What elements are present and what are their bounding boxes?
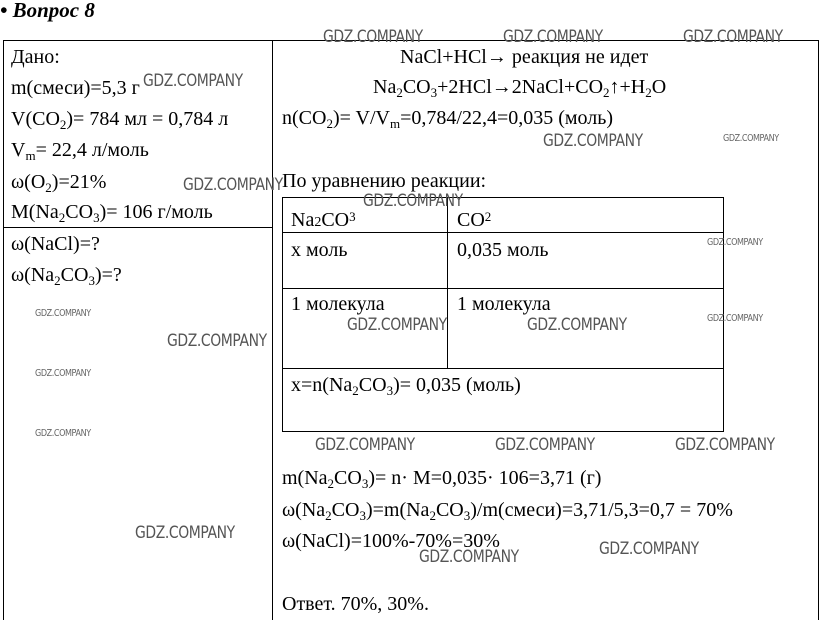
watermark: GDZ.COMPANY: [723, 133, 779, 144]
table-header-co2: $CO^2$: [457, 209, 492, 231]
reaction-na2co3-hcl: $Na_2CO_3+2HCl\to 2NaCl+CO_2↑+H_2O$: [373, 76, 667, 100]
table-header-na2co3: $Na2CO^3$: [291, 209, 356, 231]
given-find-divider: [3, 227, 272, 228]
watermark: GDZ.COMPANY: [35, 428, 91, 439]
frame-divider: [272, 40, 273, 620]
table-result-x: $x=n(Na_2CO_3)= 0,035$ (моль): [291, 374, 521, 398]
mass-na2co3-calculation: $m(Na_2CO_3)= n\cdot M=0,035\cdot 106=3,71$ (г): [282, 467, 602, 491]
watermark: GDZ.COMPANY: [183, 175, 283, 195]
by-reaction-label: По уравнению реакции:: [282, 170, 487, 192]
table-row-divider-3: [282, 368, 724, 369]
watermark: GDZ.COMPANY: [315, 435, 415, 455]
table-cell-molecule-left: 1 молекула: [291, 293, 385, 315]
frame-left: [3, 40, 4, 620]
watermark: GDZ.COMPANY: [543, 131, 643, 151]
answer: Ответ. 70%, 30%.: [282, 593, 429, 615]
table-cell-co2-mol: 0,035 моль: [457, 239, 549, 261]
watermark: GDZ.COMPANY: [35, 308, 91, 319]
watermark: GDZ.COMPANY: [503, 27, 603, 47]
given-mass-mixture: m(смеси)=5,3 г: [11, 77, 140, 99]
given-molar-mass: $M(Na_2CO_3)= 106$ г/моль: [11, 201, 213, 225]
given-volume-co2: $V(CO_2)= 784$ мл = 0,784 л: [11, 108, 229, 132]
omega-na2co3-calculation: $\omega(Na_2CO_3)=m(Na_2CO_3)/m(смеси)=3,71/5,3=0,7 = 70\%$: [282, 499, 733, 523]
watermark: GDZ.COMPANY: [167, 331, 267, 351]
watermark: GDZ.COMPANY: [599, 539, 699, 559]
watermark: GDZ.COMPANY: [419, 547, 519, 567]
n-co2-calculation: $n(CO_2)= V/V_m=0,784/22,4=0,035$ (моль): [282, 107, 614, 131]
question-heading: • Вопрос 8: [0, 0, 95, 22]
watermark: GDZ.COMPANY: [347, 315, 447, 335]
given-omega-o2: $\omega(O_2)=21\%$: [11, 171, 107, 195]
find-omega-nacl: ω(NaCl)=?: [11, 233, 100, 255]
watermark: GDZ.COMPANY: [143, 71, 243, 91]
watermark: GDZ.COMPANY: [323, 27, 423, 47]
table-cell-x-mol: х моль: [291, 239, 348, 261]
table-cell-molecule-right: 1 молекула: [457, 293, 551, 315]
watermark: GDZ.COMPANY: [527, 315, 627, 335]
watermark: GDZ.COMPANY: [135, 523, 235, 543]
given-label: Дано:: [11, 46, 60, 68]
watermark: GDZ.COMPANY: [707, 237, 763, 248]
given-molar-volume: $V_m= 22,4$ л/моль: [11, 139, 149, 163]
find-omega-na2co3: $\omega(Na_2CO_3)=$?: [11, 264, 122, 288]
omega-nacl-calculation: ω(NaCl)=100%-70%=30%: [282, 530, 500, 552]
watermark: GDZ.COMPANY: [707, 313, 763, 324]
watermark: GDZ.COMPANY: [363, 191, 463, 211]
watermark: GDZ.COMPANY: [495, 435, 595, 455]
table-col-divider: [447, 197, 448, 368]
watermark: GDZ.COMPANY: [35, 368, 91, 379]
watermark: GDZ.COMPANY: [675, 435, 775, 455]
frame-right: [818, 40, 819, 620]
reaction-nacl-hcl: NaCl+HCl→ реакция не идет: [400, 46, 649, 68]
table-row-divider-2: [282, 288, 724, 289]
watermark: GDZ.COMPANY: [683, 27, 783, 47]
